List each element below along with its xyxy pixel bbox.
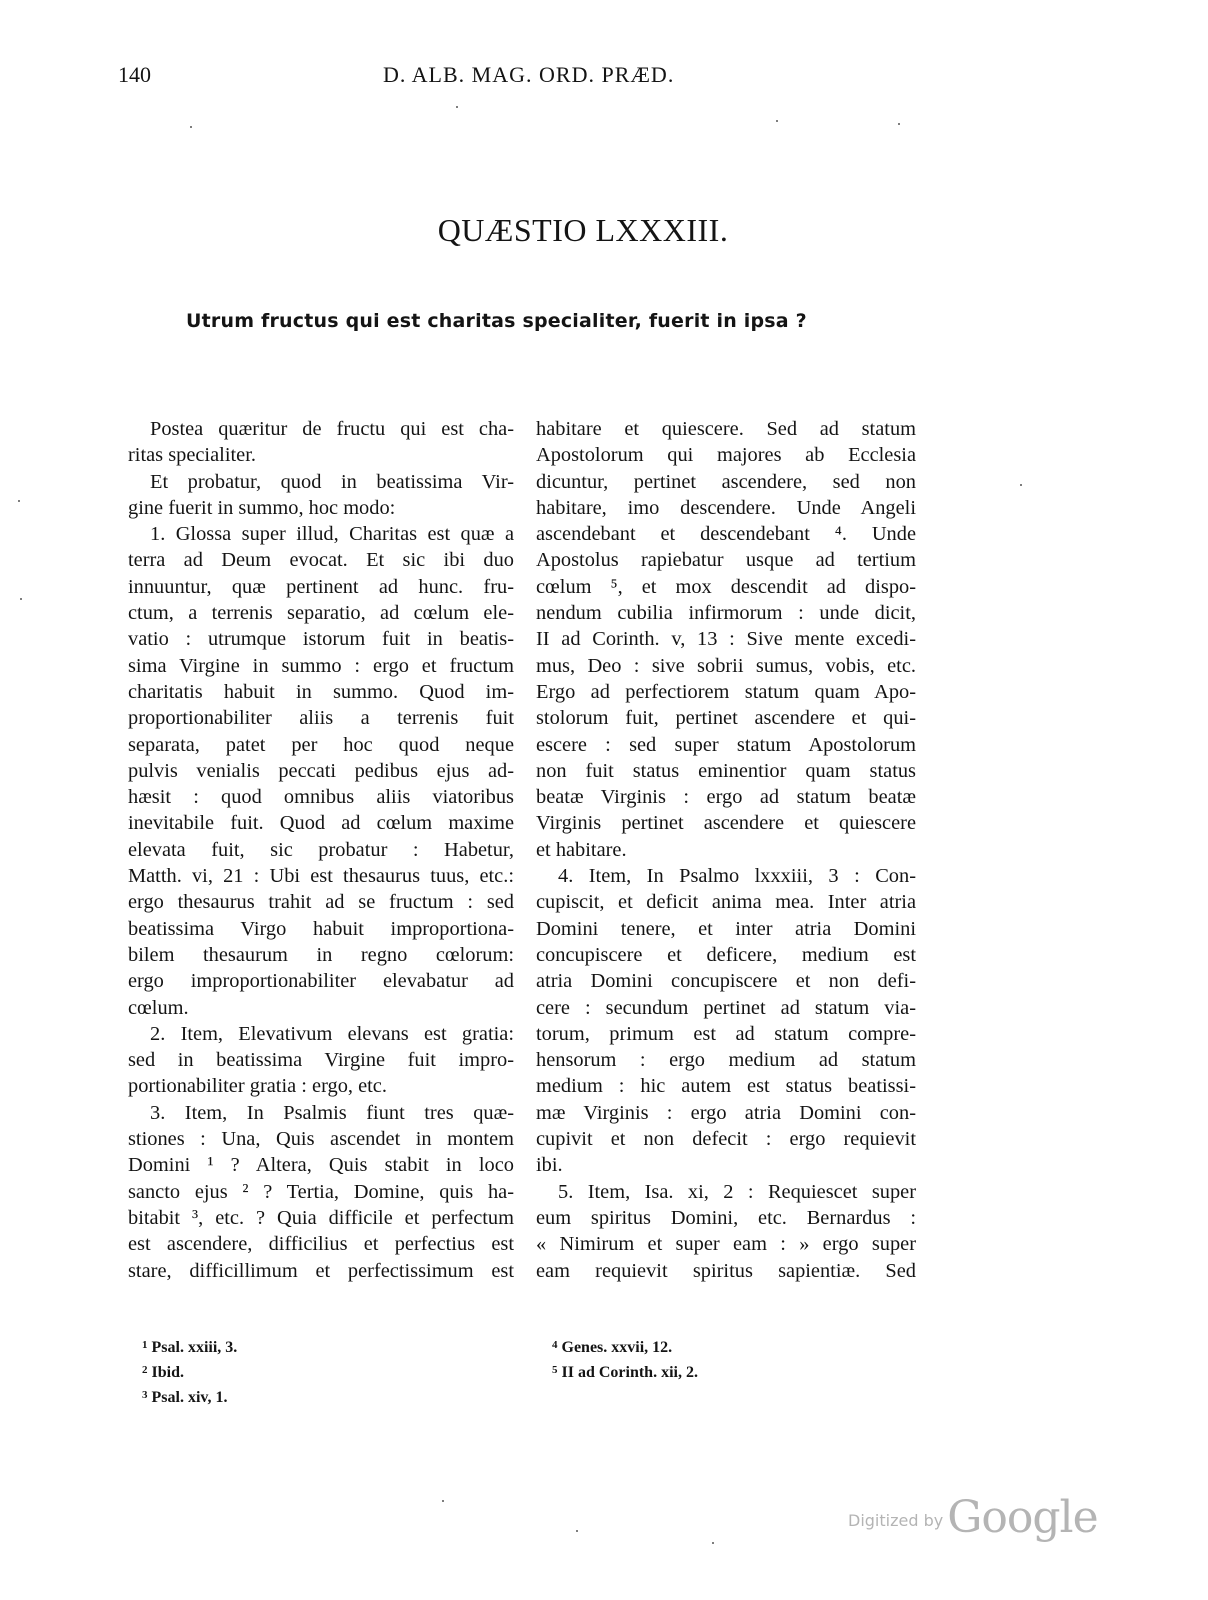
text-line: Et probatur, quod in beatissima Vir-: [150, 470, 514, 493]
text-line: beatæ Virginis : ergo ad statum beatæ: [536, 786, 916, 809]
scan-speck: [456, 106, 458, 108]
page-number: 140: [118, 62, 151, 87]
footnote-text: Psal. xxiii, 3.: [151, 1339, 238, 1356]
text-line: sancto ejus ² ? Tertia, Domine, quis ha-: [128, 1180, 514, 1203]
text-line: est ascendere, difficilius et perfectius est: [128, 1233, 514, 1256]
text-line: dicuntur, pertinet ascendere, sed non: [536, 470, 916, 493]
text-line: II ad Corinth. v, 13 : Sive mente excedi-: [536, 628, 916, 651]
text-line: innuuntur, quæ pertinent ad hunc. fru-: [128, 575, 514, 598]
text-line: 5. Item, Isa. xi, 2 : Requiescet super: [558, 1180, 916, 1203]
footnote-text: II ad Corinth. xii, 2.: [561, 1364, 698, 1381]
text-line: ritas specialiter.: [128, 444, 256, 467]
text-line: sima Virgine in summo : ergo et fructum: [128, 654, 514, 677]
text-line: bitabit ³, etc. ? Quia difficile et perfectum: [128, 1206, 514, 1229]
scan-speck: [20, 598, 22, 600]
text-line: stolorum fuit, pertinet ascendere et qui-: [536, 707, 916, 730]
footnote-mark: 1: [142, 1339, 148, 1351]
text-line: Apostolorum qui majores ab Ecclesia: [536, 444, 916, 467]
text-line: Domini ¹ ? Altera, Quis stabit in loco: [128, 1154, 514, 1177]
text-line: hæsit : quod omnibus aliis viatoribus: [128, 786, 514, 809]
question-title-text: QUÆSTIO LXXXIII.: [437, 212, 729, 248]
scan-speck: [1020, 484, 1022, 486]
text-line: cupiscit, et deficit anima mea. Inter atria: [536, 891, 916, 914]
scan-speck: [576, 1530, 578, 1532]
text-line: 1. Glossa super illud, Charitas est quæ a: [150, 523, 514, 546]
text-line: cœlum ⁵, et mox descendit ad dispo-: [536, 575, 916, 598]
text-line: separata, patet per hoc quod neque: [128, 733, 514, 756]
footnote: [142, 1334, 237, 1359]
text-line: stare, difficillimum et perfectissimum est: [128, 1259, 514, 1282]
text-line: Matth. vi, 21 : Ubi est thesaurus tuus, etc.:: [128, 865, 514, 888]
footnotes-right: [552, 1334, 698, 1384]
footnote-text: Ibid.: [151, 1364, 184, 1381]
scan-speck: [442, 1500, 444, 1502]
text-line: mus, Deo : sive sobrii sumus, vobis, etc.: [536, 654, 916, 677]
footnote-text: Genes. xxvii, 12.: [561, 1339, 673, 1356]
text-line: stiones : Una, Quis ascendet in montem: [128, 1128, 514, 1151]
text-line: terra ad Deum evocat. Et sic ibi duo: [128, 549, 514, 572]
text-line: cœlum.: [128, 996, 189, 1019]
right-text-column: [536, 416, 916, 1284]
scan-speck: [898, 123, 900, 125]
text-line: gine fuerit in summo, hoc modo:: [128, 496, 396, 519]
text-line: inevitabile fuit. Quod ad cœlum maxime: [128, 812, 514, 835]
footnote: [552, 1359, 698, 1384]
text-line: cere : secundum pertinet ad statum via-: [536, 996, 916, 1019]
text-line: mæ Virginis : ergo atria Domini con-: [536, 1101, 916, 1124]
text-line: Virginis pertinet ascendere et quiescere: [536, 812, 916, 835]
footnotes-left: [142, 1334, 237, 1409]
text-line: Apostolus rapiebatur usque ad tertium: [536, 549, 916, 572]
text-line: ibi.: [536, 1154, 563, 1177]
scan-speck: [776, 120, 778, 122]
text-line: atria Domini concupiscere et non defi-: [536, 970, 916, 993]
text-line: beatissima Virgo habuit improportiona-: [128, 917, 514, 940]
text-line: ergo thesaurus trahit ad se fructum : sed: [128, 891, 514, 914]
text-line: ascendebant et descendebant ⁴. Unde: [536, 523, 916, 546]
scan-speck: [190, 126, 192, 128]
footnote-text: Psal. xiv, 1.: [151, 1389, 228, 1406]
scan-speck: [18, 500, 20, 502]
footnote-mark: 3: [142, 1389, 148, 1401]
watermark-prefix: Digitized by: [848, 1511, 944, 1530]
text-line: hensorum : ergo medium ad statum: [536, 1049, 916, 1072]
text-line: vatio : utrumque istorum fuit in beatis-: [128, 628, 514, 651]
text-line: escere : sed super statum Apostolorum: [536, 733, 916, 756]
text-line: eam requievit spiritus sapientiæ. Sed: [536, 1259, 916, 1282]
text-line: ergo improportionabiliter elevabatur ad: [128, 970, 514, 993]
text-line: bilem thesaurum in regno cœlorum:: [128, 943, 514, 966]
text-line: Domini tenere, et inter atria Domini: [536, 917, 916, 940]
text-line: elevata fuit, sic probatur : Habetur,: [128, 838, 514, 861]
scan-speck: [712, 1542, 714, 1544]
text-line: 2. Item, Elevativum elevans est gratia:: [150, 1022, 514, 1045]
question-title: [0, 212, 1060, 249]
question-subtitle: Utrum fructus qui est charitas specialiter, fuerit in ipsa ?: [186, 310, 807, 332]
text-line: torum, primum est ad statum compre-: [536, 1022, 916, 1045]
text-line: charitatis habuit in summo. Quod im-: [128, 680, 514, 703]
footnote: [552, 1334, 698, 1359]
footnote: [142, 1384, 237, 1409]
text-line: « Nimirum et super eam : » ergo super: [536, 1233, 916, 1256]
text-line: medium : hic autem est status beatissi-: [536, 1075, 916, 1098]
digitized-watermark: [848, 1492, 1098, 1543]
text-line: non fuit status eminentior quam status: [536, 759, 916, 782]
text-line: portionabiliter gratia : ergo, etc.: [128, 1075, 387, 1098]
text-line: Postea quæritur de fructu qui est cha-: [150, 418, 514, 440]
text-line: concupiscere et deficere, medium est: [536, 943, 916, 966]
footnote-mark: 4: [552, 1339, 558, 1351]
footnote-mark: 5: [552, 1364, 558, 1376]
text-line: eum spiritus Domini, etc. Bernardus :: [536, 1206, 916, 1229]
text-line: nendum cubilia infirmorum : unde dicit,: [536, 602, 916, 625]
text-line: sed in beatissima Virgine fuit impro-: [128, 1049, 514, 1072]
text-line: Ergo ad perfectiorem statum quam Apo-: [536, 680, 916, 703]
google-logo: Google: [947, 1492, 1098, 1543]
text-line: pulvis venialis peccati pedibus ejus ad-: [128, 759, 514, 782]
text-line: et habitare.: [536, 838, 627, 861]
text-line: proportionabiliter aliis a terrenis fuit: [128, 707, 514, 730]
footnote-mark: 2: [142, 1364, 148, 1376]
text-line: habitare, imo descendere. Unde Angeli: [536, 496, 916, 519]
running-title: D. ALB. MAG. ORD. PRÆD.: [383, 62, 675, 87]
text-line: cupivit et non defecit : ergo requievit: [536, 1128, 916, 1151]
text-line: habitare et quiescere. Sed ad statum: [536, 418, 916, 440]
text-line: 4. Item, In Psalmo lxxxiii, 3 : Con-: [558, 865, 916, 888]
text-line: 3. Item, In Psalmis fiunt tres quæ-: [150, 1101, 514, 1124]
footnote: [142, 1359, 237, 1384]
left-text-column: [128, 416, 514, 1284]
text-line: ctum, a terrenis separatio, ad cœlum ele-: [128, 602, 514, 625]
